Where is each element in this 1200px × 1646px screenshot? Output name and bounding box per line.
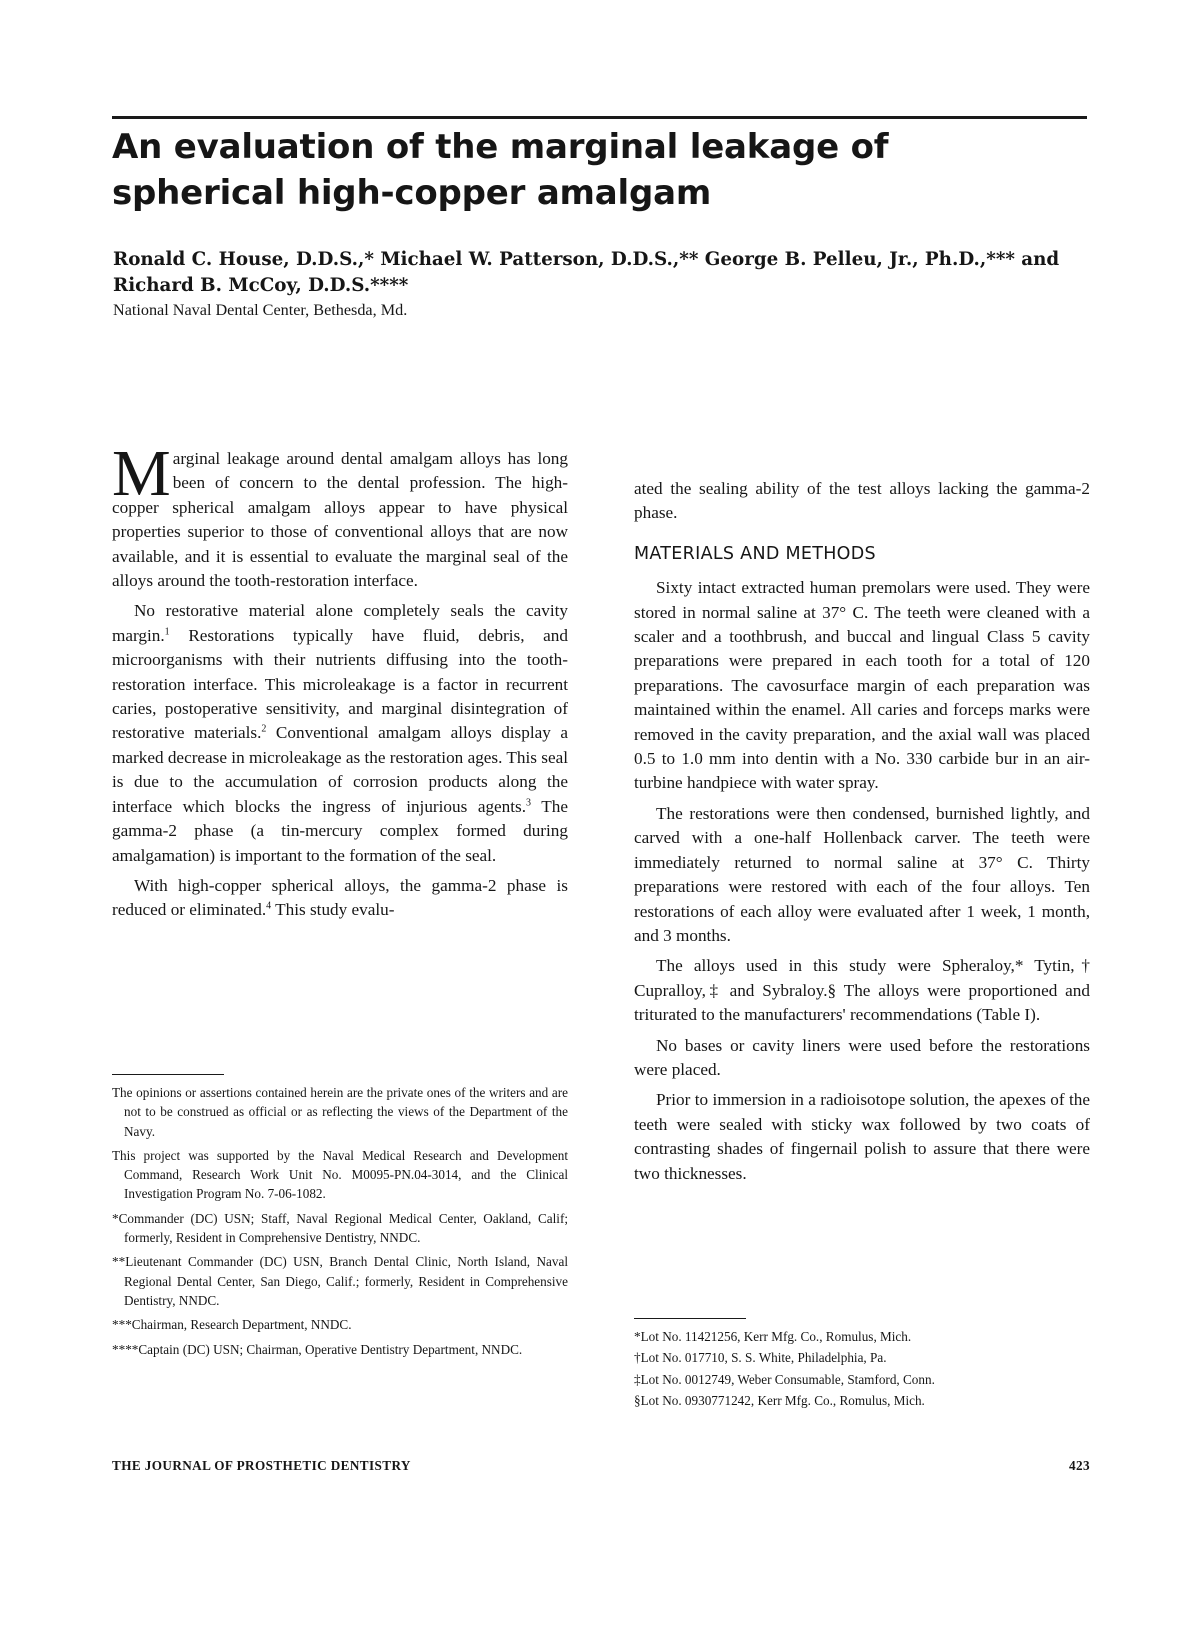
section-heading: MATERIALS AND METHODS [634,543,876,564]
reference-mark: 4 [266,900,272,912]
body-paragraph: The alloys used in this study were Spheraloy,* Tytin,† Cupralloy,‡ and Sybraloy.§ The alloys were proportioned and triturated to the manufacturers' recommendations (Table I). [634,956,1090,1025]
paragraph-text: Conventional amalgam alloys display a marked decrease in microleakage as the restoration ages. This seal is due to the accumulation of corrosion products along the interface which blocks the ingress of injurious agents. [112,723,569,816]
paragraph-text: Restorations typically have fluid, debris, and microorganisms with their nutrients diffusing into the tooth-restoration interface. This microleakage is a factor in recurrent caries, postoperative sensitivity, and marginal disintegration of restorative materials. [112,625,568,743]
footnote-rule-left [112,1074,224,1075]
body-paragraph [112,437,568,593]
left-column [112,437,569,923]
body-paragraph [112,599,568,867]
body-paragraph: No bases or cavity liners were used before the restorations were placed. [634,1035,1090,1079]
body-paragraph: ated the sealing ability of the test alloys lacking the gamma-2 phase. [634,479,1090,523]
footnote: This project was supported by the Naval Medical Research and Development Command, Research Work Unit No. M0095-PN.04-3014, and the Clinical Investigation Program No. 7-06-1082. [112,1147,568,1202]
footnote: §Lot No. 0930771242, Kerr Mfg. Co., Romulus, Mich. [634,1392,925,1408]
right-column [634,477,1090,1186]
paragraph-text: This study evalu- [271,900,395,920]
paragraph-text: The gamma-2 phase (a tin-mercury complex formed during amalgamation) is important to the formation of the seal. [112,796,568,865]
footnote: ‡Lot No. 0012749, Weber Consumable, Stamford, Conn. [634,1371,935,1387]
footnote: **Lieutenant Commander (DC) USN, Branch Dental Clinic, North Island, Naval Regional Dental Center, San Diego, Calif.; formerly, Resident in Comprehensive Dentistry, NNDC. [112,1254,568,1308]
page-number: 423 [1069,1458,1090,1473]
body-paragraph: The restorations were then condensed, burnished lightly, and carved with a one-half Hollenback carver. The teeth were immediately returned to normal saline at 37° C. Thirty preparations were restored with each of the four alloys. Ten restorations of each alloy were evaluated after 1 week, 1 month, and 3 months. [634,803,1090,945]
paragraph-text: With high-copper spherical alloys, the gamma-2 phase is reduced or eliminated. [112,875,568,920]
body-paragraph: Sixty intact extracted human premolars were used. They were stored in normal saline at 37° C. The teeth were cleaned with a scaler and a toothbrush, and buccal and lingual Class 5 cavity preparations were prepared in each tooth for a total of 120 preparations. The cavosurface margin of each preparation was maintained within the enamel. All caries and forceps marks were removed in the cavity preparation, and the axial wall was placed 0.5 to 1.0 mm into dentin with a No. 330 carbide bur in an air-turbine handpiece with water spray. [634,578,1090,793]
drop-cap: M [112,437,171,510]
top-rule [112,116,1087,119]
body-paragraph: Prior to immersion in a radioisotope solution, the apexes of the teeth were sealed with sticky wax followed by two coats of contrasting shades of fingernail polish to assure that there were two thicknesses. [634,1090,1090,1183]
paragraph-text: No restorative material alone completely seals the cavity margin. [112,601,568,645]
reference-mark: 1 [164,626,170,638]
author-list [113,247,1073,299]
footnote: *Lot No. 11421256, Kerr Mfg. Co., Romulus, Mich. [634,1329,912,1344]
article-title: An evaluation of the marginal leakage of spherical high-copper amalgam [112,127,889,213]
reference-mark: 2 [261,723,267,735]
authors-line-1: Ronald C. House, D.D.S.,* Michael W. Patterson, D.D.S.,** George B. Pelleu, Jr., Ph.D.,*** and [113,249,1060,270]
footnotes-right [634,1327,1090,1412]
footnotes-left [112,1083,568,1364]
paragraph-text: arginal leakage around dental amalgam alloys has long been of concern to the dental profession. The high-copper spherical amalgam alloys appear to have physical properties superior to those of conventional alloys that are now available, and it is essential to evaluate the marginal seal of the alloys around the tooth-restoration interface. [112,449,568,591]
affiliation: National Naval Dental Center, Bethesda, Md. [113,301,408,319]
journal-name: THE JOURNAL OF PROSTHETIC DENTISTRY [112,1458,411,1473]
footnote-rule-right [634,1318,746,1319]
footnote: *Commander (DC) USN; Staff, Naval Regional Medical Center, Oakland, Calif; formerly, Resident in Comprehensive Dentistry, NNDC. [112,1210,568,1246]
footnote: ***Chairman, Research Department, NNDC. [112,1317,352,1333]
footnote: ****Captain (DC) USN; Chairman, Operative Dentistry Department, NNDC. [112,1341,523,1357]
reference-mark: 3 [526,796,532,808]
authors-line-2: Richard B. McCoy, D.D.S.**** [113,275,409,296]
footnote: The opinions or assertions contained herein are the private ones of the writers and are not to be construed as official or as reflecting the views of the Department of the Navy. [112,1085,568,1139]
body-paragraph [112,874,568,923]
footnote: †Lot No. 017710, S. S. White, Philadelphia, Pa. [634,1350,887,1366]
page-footer [112,1458,1090,1478]
